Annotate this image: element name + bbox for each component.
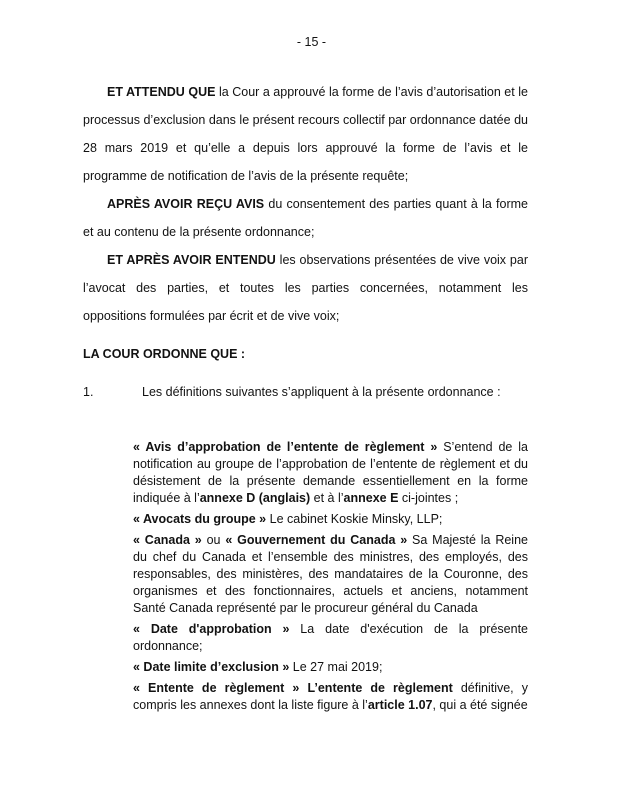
item-number: 1. [83, 385, 94, 399]
recital-paragraph-attendu: ET ATTENDU QUE la Cour a approuvé la forme de l’avis d’autorisation et le processus d’exclusion dans le présent recours collectif par ordonnance datée du 28 mars 2019 et qu’elle a depuis lors approuvé la forme de l’avis et le programme de notification de l’avis de la présente requête; [83, 85, 528, 183]
ordered-item-1 [83, 378, 528, 406]
definition-canada: « Canada » ou « Gouvernement du Canada » Sa Majesté la Reine du chef du Canada et l’ensemble des ministres, des employés, des responsables, des ministères, des mandataires de la Couronne, des organismes et des fonctionnaires, actuels et anciens, notamment Santé Canada représenté par le procureur général du Canada [133, 533, 528, 615]
definitions-block [133, 439, 528, 714]
document-body [83, 78, 528, 714]
recital-paragraph-recu-avis: APRÈS AVOIR REÇU AVIS du consentement des parties quant à la forme et au contenu de la présente ordonnance; [83, 197, 528, 239]
definition-date-limite-exclusion: « Date limite d’exclusion » Le 27 mai 2019; [133, 660, 383, 674]
definition-avis-approbation: « Avis d’approbation de l’entente de règlement » S’entend de la notification au groupe de l’approbation de l’entente de règlement et du désistement de la présente demande essentiellement en la forme indiquée à l’annexe D (anglais) et à l’annexe E ci-jointes ; [133, 440, 528, 505]
definition-entente-de-reglement: « Entente de règlement » L’entente de règlement définitive, y compris les annexes dont la liste figure à l’article 1.07, qui a été signée [133, 681, 528, 712]
definition-avocats-du-groupe: « Avocats du groupe » Le cabinet Koskie Minsky, LLP; [133, 512, 443, 526]
recital-paragraph-entendu: ET APRÈS AVOIR ENTENDU les observations présentées de vive voix par l’avocat des parties, et toutes les parties concernées, notamment les oppositions formulées par écrit et de vive voix; [83, 253, 528, 323]
court-order-heading: LA COUR ORDONNE QUE : [83, 347, 246, 361]
definition-date-approbation: « Date d'approbation » La date d'exécution de la présente ordonnance; [133, 622, 528, 653]
page-number: - 15 - [296, 35, 327, 49]
item-text: Les définitions suivantes s’appliquent à la présente ordonnance : [142, 385, 501, 399]
